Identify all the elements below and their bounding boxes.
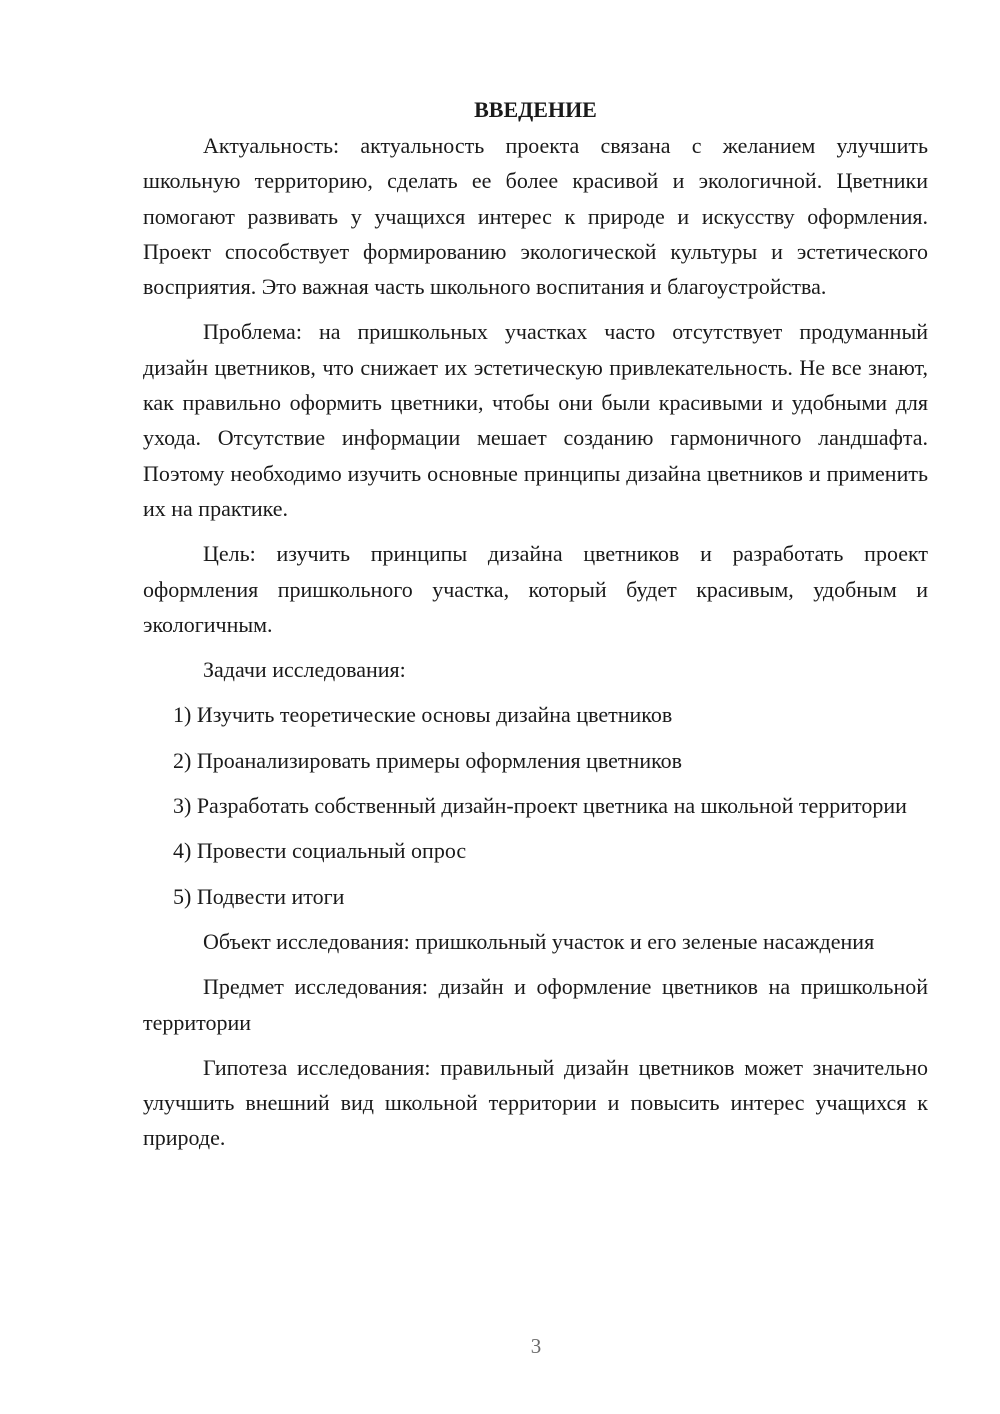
goal-paragraph: Цель: изучить принципы дизайна цветников и разработать проект оформления пришкольного участка, который будет красивым, удобным и экологичным. [143, 541, 928, 637]
object-paragraph: Объект исследования: пришкольный участок и его зеленые насаждения [203, 928, 875, 954]
subject-paragraph: Предмет исследования: дизайн и оформление цветников на пришкольной территории [143, 974, 928, 1035]
problem-paragraph: Проблема: на пришкольных участках часто отсутствует продуманный дизайн цветников, что снижает их эстетическую привлекательность. Не все знают, как правильно оформить цветники, чтобы они были красивыми и удобными для ухода. Отсутствие информации мешает созданию гармоничного ландшафта. Поэтому необходимо изучить основные принципы дизайна цветников и применить их на практике. [143, 319, 928, 521]
task-item: 2) Проанализировать примеры оформления цветников [173, 747, 683, 773]
task-item: 3) Разработать собственный дизайн-проект цветника на школьной территории [173, 793, 907, 819]
relevance-paragraph: Актуальность: актуальность проекта связана с желанием улучшить школьную территорию, сделать ее более красивой и экологичной. Цветники помогают развивать у учащихся интерес к природе и искусству оформления. Проект способствует формированию экологической культуры и эстетического восприятия. Это важная часть школьного воспитания и благоустройства. [143, 133, 928, 300]
page-content [143, 92, 928, 1156]
hypothesis-paragraph: Гипотеза исследования: правильный дизайн цветников может значительно улучшить внешний вид школьной территории и повысить интерес учащихся к природе. [143, 1054, 928, 1151]
task-item: 4) Провести социальный опрос [173, 838, 467, 864]
tasks-intro: Задачи исследования: [203, 657, 406, 683]
task-item: 1) Изучить теоретические основы дизайна цветников [173, 702, 673, 728]
page-number: 3 [530, 1334, 542, 1358]
task-item: 5) Подвести итоги [173, 883, 345, 909]
section-heading: ВВЕДЕНИЕ [474, 97, 597, 122]
